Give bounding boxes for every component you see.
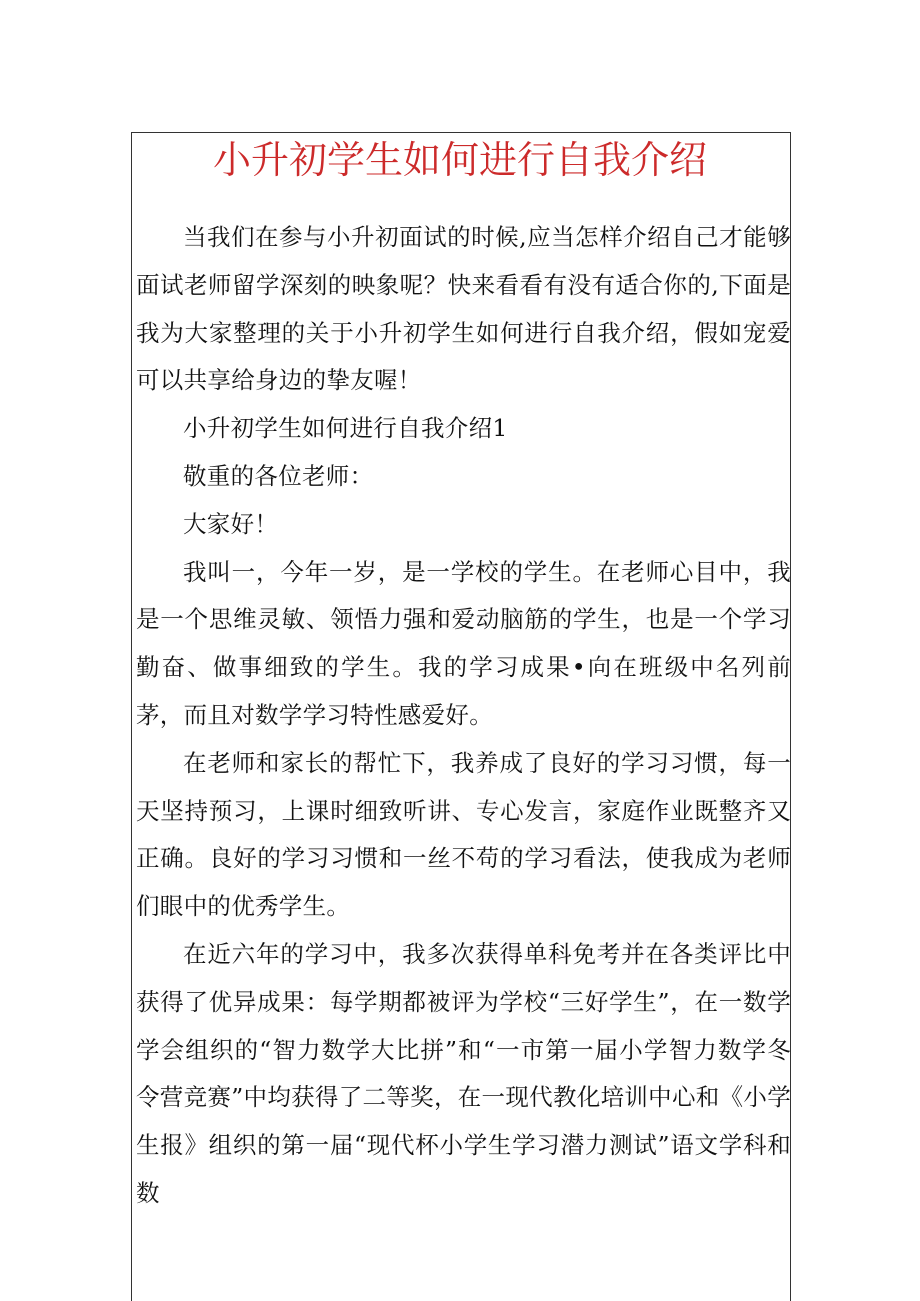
section-heading: 小升初学生如何进行自我介绍1: [183, 414, 508, 443]
document-title: 小升初学生如何进行自我介绍: [212, 138, 707, 182]
body-paragraph: 我叫一，今年一岁，是一学校的学生。在老师心目中，我是一个思维灵敏、领悟力强和爱动脑筋的学生，也是一个学习勤奋、做事细致的学生。我的学习成果•向在班级中名列前茅，而且对数学学习特性感爱好。: [136, 557, 791, 729]
salutation: 敬重的各位老师：: [183, 461, 374, 490]
document-body: [136, 214, 791, 1218]
body-paragraph: 在老师和家长的帮忙下，我养成了良好的学习习惯，每一天坚持预习，上课时细致听讲、专心发言，家庭作业既整齐又正确。良好的学习习惯和一丝不苟的学习看法，使我成为老师们眼中的优秀学生。: [136, 748, 791, 921]
intro-paragraph: 当我们在参与小升初面试的时候,应当怎样介绍自己才能够面试老师留学深刻的映象呢？快来看看有没有适合你的,下面是我为大家整理的关于小升初学生如何进行自我介绍，假如宠爱可以共享给身边的挚友喔！: [136, 223, 791, 395]
greeting: 大家好！: [183, 509, 279, 538]
body-paragraph: 在近六年的学习中，我多次获得单科免考并在各类评比中获得了优异成果：每学期都被评为学校“三好学生”，在一数学学会组织的“智力数学大比拼”和“一市第一届小学智力数学冬令营竞赛”中均获得了二等奖，在一现代教化培训中心和《小学生报》组织的第一届“现代杯小学生学习潜力测试”语文学科和数: [136, 939, 791, 1207]
